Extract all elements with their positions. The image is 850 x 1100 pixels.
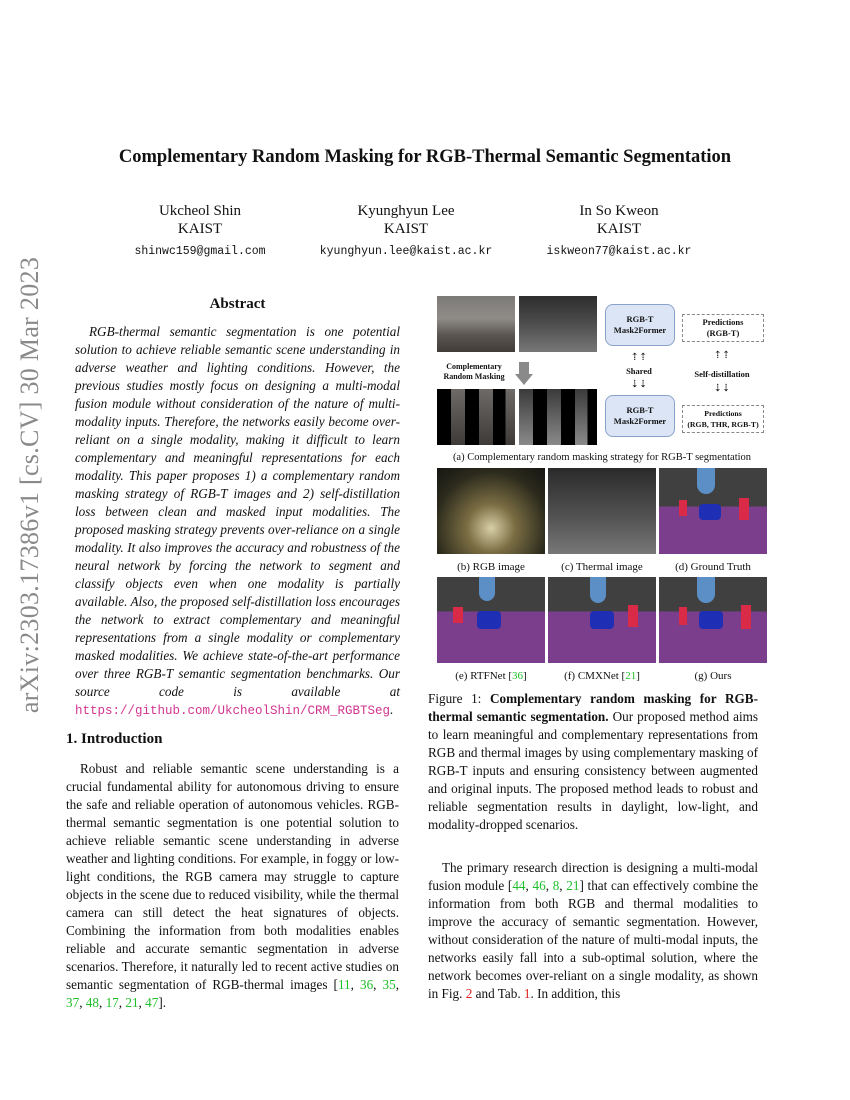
body-text: . In addition, this bbox=[530, 986, 621, 1001]
down-arrow-icon bbox=[515, 362, 533, 386]
right-column-body: The primary research direction is designing a multi-modal fusion module [44, 46, 8, 21] that can effectively combine the information from both RGB and thermal modalities to improve the accuracy of semantic segmentation. However, without consideration of the nature of multi-modal inputs, the networks easily fall into a sub-optimal solution, where the network becomes over-reliant on a single modality, as shown in Fig. 2 and Tab. 1. In addition, this bbox=[428, 860, 759, 1001]
caption-a: (a) Complementary random masking strategy for RGB-T segmentation bbox=[452, 452, 752, 463]
thermal-input-image bbox=[519, 296, 597, 352]
masking-label: Complementary Random Masking bbox=[443, 362, 505, 381]
caption-c: (c) Thermal image bbox=[561, 561, 643, 573]
caption-title: Complementary random masking for RGB-thermal semantic segmentation. bbox=[428, 691, 758, 724]
shared-arrows-icon: ⇡⇡ bbox=[630, 352, 648, 363]
rtfnet-result-map bbox=[437, 577, 545, 663]
author-2 bbox=[296, 202, 516, 258]
ground-truth-map bbox=[659, 468, 767, 554]
author-affiliation: KAIST bbox=[383, 221, 429, 237]
arxiv-id: arXiv:2303.17386v1 [cs.CV] 30 Mar 2023 bbox=[15, 256, 44, 714]
citation-link[interactable]: 35 bbox=[382, 977, 396, 992]
body-text: The primary research direction is designing a multi-modal fusion module [ bbox=[428, 860, 758, 893]
distill-arrows-icon: ⇡⇡ bbox=[713, 350, 731, 361]
source-code-link[interactable]: https://github.com/UkcheolShin/CRM_RGBTSeg bbox=[75, 704, 391, 718]
author-name: In So Kweon bbox=[579, 203, 659, 219]
thermal-night-image bbox=[548, 468, 656, 554]
author-name: Ukcheol Shin bbox=[158, 203, 242, 219]
predictions-box-bottom: Predictions (RGB, THR, RGB-T) bbox=[682, 405, 764, 433]
figure-ref-link[interactable]: 2 bbox=[465, 986, 473, 1001]
mask2former-box-bottom: RGB-T Mask2Former bbox=[605, 395, 675, 437]
introduction-end: ]. bbox=[158, 995, 167, 1010]
caption-e bbox=[437, 670, 545, 682]
cmxnet-result-map bbox=[548, 577, 656, 663]
caption-f-text: (f) CMXNet [ bbox=[564, 670, 626, 682]
citation-link[interactable]: 8 bbox=[552, 878, 560, 893]
shared-arrows-icon: ⇣⇣ bbox=[630, 379, 648, 390]
paper-title: Complementary Random Masking for RGB-Thermal Semantic Segmentation bbox=[118, 147, 732, 167]
author-email: shinwc159@gmail.com bbox=[134, 245, 266, 258]
rgb-night-image bbox=[437, 468, 545, 554]
abstract-heading: Abstract bbox=[209, 296, 266, 312]
masked-rgb-image bbox=[437, 389, 515, 445]
caption-g: (g) Ours bbox=[694, 670, 732, 682]
distill-arrows-icon: ⇣⇣ bbox=[713, 383, 731, 394]
introduction-body: Robust and reliable semantic scene understanding is a crucial fundamental ability for autonomous driving to ensure the safe and reliable operation of autonomous vehicles. RGB-thermal semantic segmentation is one potential solution to achieve reliable semantic scene understanding in adverse weather and lighting conditions. For example, in foggy or low-light conditions, the RGB camera may struggle to capture objects in the scene due to reduced visibility, while the thermal camera can still detect the heat signatures of objects. Combining the information from both modalities enables reliable and accurate semantic segmentation in adverse scenarios. Therefore, it naturally led to recent active studies on semantic segmentation of RGB-thermal images [11, 36, 35, 37, 48, 17, 21, 47]. bbox=[66, 761, 399, 1010]
predictions-box-top: Predictions (RGB-T) bbox=[682, 314, 764, 342]
citation-link[interactable]: 47 bbox=[145, 995, 159, 1010]
abstract-body bbox=[75, 323, 400, 720]
citation-link[interactable]: 48 bbox=[85, 995, 99, 1010]
figure-1 bbox=[437, 292, 767, 682]
citation-link[interactable]: 21 bbox=[566, 878, 580, 893]
caption-f bbox=[548, 670, 656, 682]
caption-d: (d) Ground Truth bbox=[675, 561, 751, 573]
mask2former-box-top: RGB-T Mask2Former bbox=[605, 304, 675, 346]
body-text: and Tab. bbox=[472, 986, 524, 1001]
ours-result-map bbox=[659, 577, 767, 663]
author-email: kyunghyun.lee@kaist.ac.kr bbox=[319, 245, 493, 258]
arxiv-sidebar bbox=[5, 256, 55, 714]
author-affiliation: KAIST bbox=[177, 221, 223, 237]
citation-link[interactable]: 44 bbox=[512, 878, 526, 893]
self-distillation-label: Self-distillation bbox=[694, 369, 750, 379]
abstract-text: RGB-thermal semantic segmentation is one potential solution to achieve reliable semantic scene understanding in adverse weather and lighting conditions. However, the previous studies mostly focus on designing a multi-modal fusion module without consideration of the nature of multi-modality inputs. Therefore, the networks easily become over-reliant on a single modality, making it difficult to learn complementary and meaningful representations for each modality. This paper proposes 1) a complementary random masking strategy of RGB-T images and 2) self-distillation loss between clean and masked input modalities. The proposed masking strategy prevents over-reliance on a single modality. It also improves the accuracy and robustness of the neural network by forcing the network to segment and classify objects even when one modality is partially available. Also, the proposed self-distillation loss encourages the network to extract complementary and meaningful representations from a single modality or complementary masked modalities. We achieve state-of-the-art performance over three RGB-T semantic segmentation benchmarks. Our source code is available at bbox=[75, 324, 400, 699]
table-ref-link[interactable]: 1 bbox=[523, 986, 531, 1001]
author-name: Kyunghyun Lee bbox=[357, 203, 455, 219]
caption-text: Our proposed method aims to learn meaningful and complementary representations from RGB and thermal images by using complementary masking of RGB-T inputs and ensuring consistency between augmented and original inputs. The proposed method leads to robust and reliable segmentation results in daylight, low-light, and modality-dropped scenarios. bbox=[428, 709, 758, 832]
citation-link[interactable]: 21 bbox=[125, 995, 139, 1010]
author-1 bbox=[90, 202, 310, 258]
citation-link[interactable]: 37 bbox=[66, 995, 80, 1010]
body-text: ] that can effectively combine the information from both RGB and thermal modalities to improve the accuracy of semantic segmentation. However, without consideration of the nature of multi-modal inputs, the networks easily fall into a sub-optimal solution, where the network becomes over-reliant on a single modality, as shown in Fig. bbox=[428, 878, 759, 1001]
citation-link[interactable]: 36 bbox=[512, 670, 524, 682]
citation-link[interactable]: 21 bbox=[625, 670, 637, 682]
introduction-text: Robust and reliable semantic scene understanding is a crucial fundamental ability for autonomous driving to ensure the safe and reliable operation of autonomous vehicles. RGB-thermal semantic segmentation is one potential solution to achieve reliable semantic scene understanding in adverse weather and lighting conditions. For example, in foggy or low-light conditions, the RGB camera may struggle to capture objects in the scene due to reduced visibility, while the thermal camera can still detect the heat signatures of objects. Combining the information from both modalities enables reliable and accurate semantic segmentation in adverse scenarios. Therefore, it naturally led to recent active studies on semantic segmentation of RGB-thermal images [ bbox=[66, 761, 399, 992]
abstract-end: . bbox=[390, 702, 394, 717]
rgb-input-image bbox=[437, 296, 515, 352]
author-affiliation: KAIST bbox=[596, 221, 642, 237]
figure-caption bbox=[428, 690, 758, 834]
citation-link[interactable]: 36 bbox=[359, 977, 374, 992]
caption-label: Figure 1: bbox=[428, 691, 482, 706]
citation-link[interactable]: 46 bbox=[532, 878, 546, 893]
author-email: iskweon77@kaist.ac.kr bbox=[546, 245, 692, 258]
introduction-heading: 1. Introduction bbox=[66, 731, 163, 747]
caption-e-text: (e) RTFNet [ bbox=[455, 670, 513, 682]
shared-label: Shared bbox=[626, 366, 652, 376]
masked-thermal-image bbox=[519, 389, 597, 445]
author-3 bbox=[509, 202, 729, 258]
citation-link[interactable]: 17 bbox=[105, 995, 119, 1010]
caption-bracket: ] bbox=[636, 670, 640, 682]
caption-bracket: ] bbox=[523, 670, 527, 682]
citation-link[interactable]: 11 bbox=[337, 977, 351, 992]
caption-b: (b) RGB image bbox=[457, 561, 525, 573]
